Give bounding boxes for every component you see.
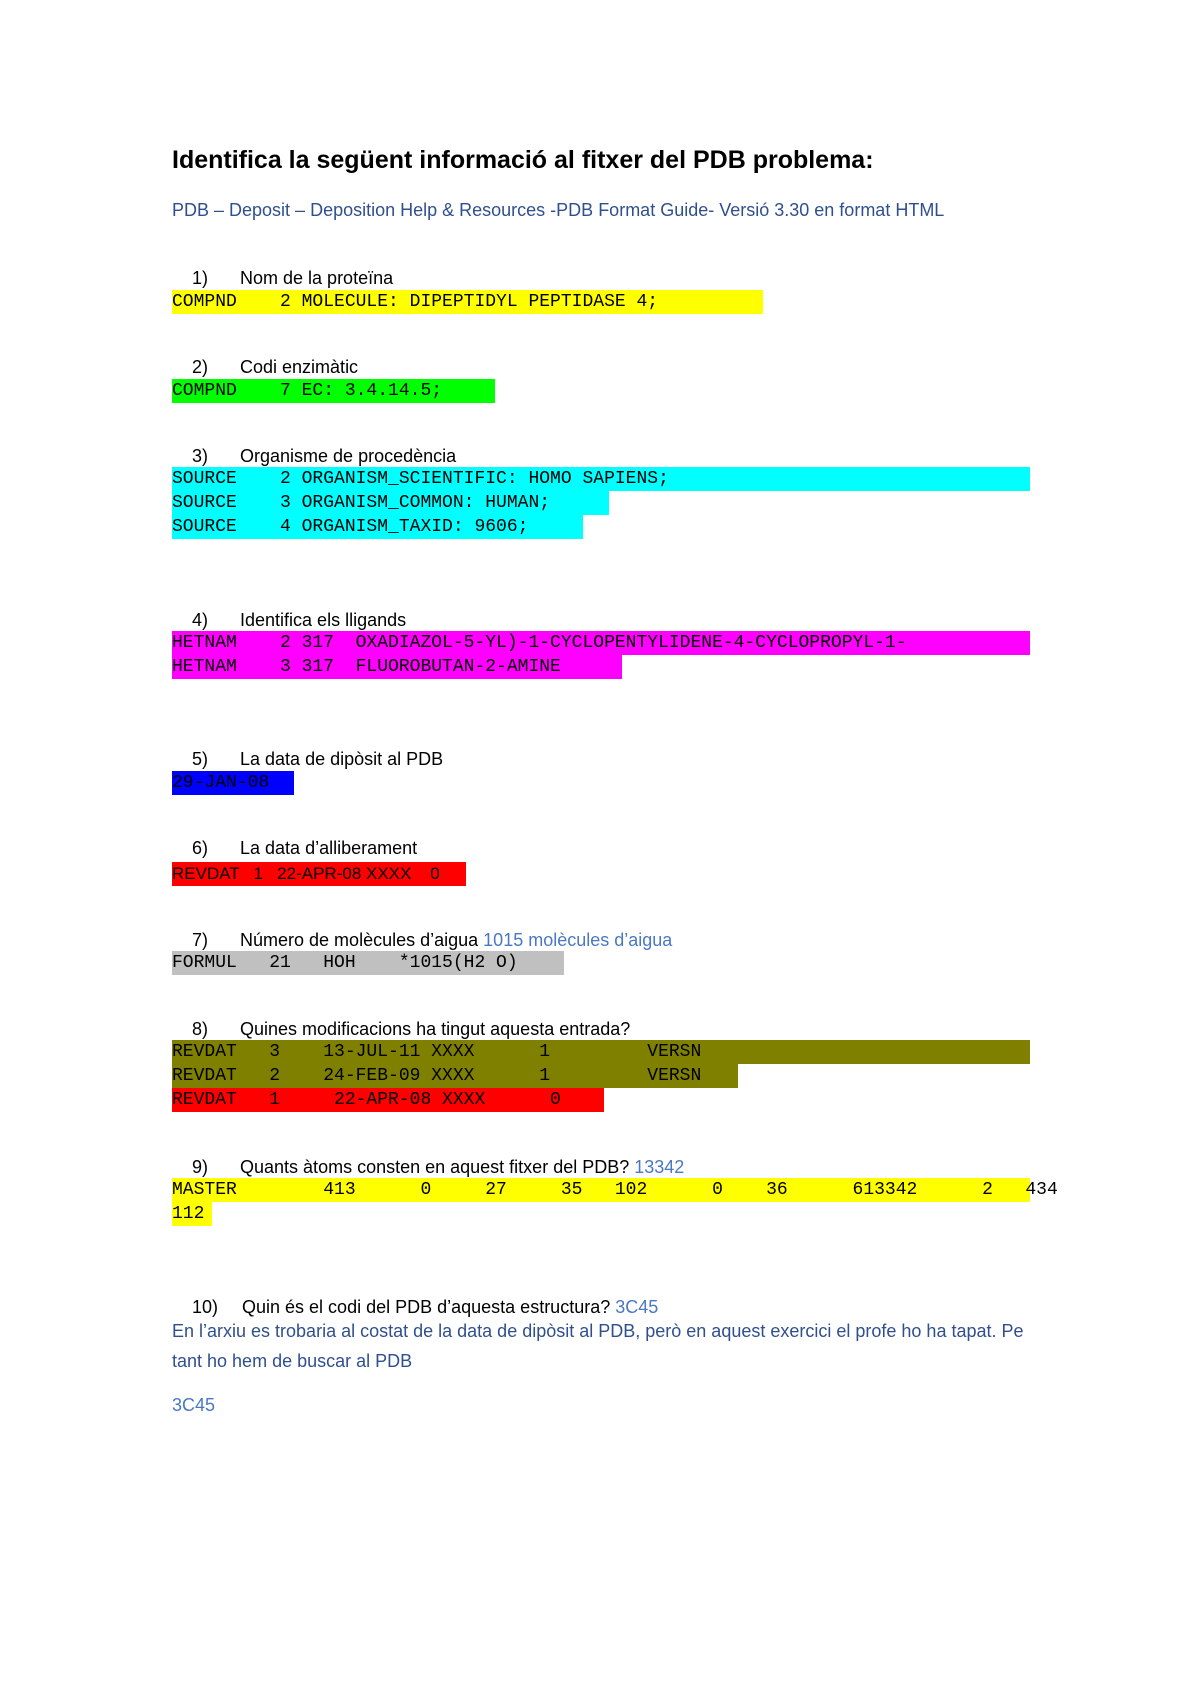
record-master-line: MASTER 413 0 27 35 102 0 36 613342 2 434 <box>172 1180 1058 1200</box>
question-number: 3) <box>192 446 209 466</box>
record-revdat-line: REVDAT 1 22-APR-08 XXXX 0 <box>172 1088 604 1112</box>
record-hetnam-line: HETNAM 3 317 FLUOROBUTAN-2-AMINE <box>172 655 622 679</box>
subtitle-reference: PDB – Deposit – Deposition Help & Resources -PDB Format Guide- Versió 3.30 en format HTML <box>172 200 945 220</box>
question-text: Número de molècules d’aigua <box>240 930 479 950</box>
question-number: 2) <box>192 357 209 377</box>
question-number: 4) <box>192 610 209 630</box>
question-number: 7) <box>192 930 209 950</box>
question-text: Nom de la proteïna <box>240 268 394 288</box>
record-master-line: 112 <box>172 1202 212 1226</box>
record-hetnam-line: HETNAM 2 317 OXADIAZOL-5-YL)-1-CYCLOPENTYLIDENE-4-CYCLOPROPYL-1- <box>172 631 1030 655</box>
question-number: 9) <box>192 1157 209 1177</box>
record-revdat-line: REVDAT 3 13-JUL-11 XXXX 1 VERSN <box>172 1040 1030 1064</box>
question-text: Quin és el codi del PDB d’aquesta estructura? <box>242 1297 611 1317</box>
record-source-line: SOURCE 2 ORGANISM_SCIENTIFIC: HOMO SAPIENS; <box>172 467 1030 491</box>
question-number: 1) <box>192 268 209 288</box>
question-text: Quines modificacions ha tingut aquesta entrada? <box>240 1019 631 1039</box>
question-text: La data de dipòsit al PDB <box>240 749 444 769</box>
question-text: Organisme de procedència <box>240 446 457 466</box>
page-title: Identifica la següent informació al fitxer del PDB problema: <box>172 146 874 174</box>
question-number: 5) <box>192 749 209 769</box>
record-source-line: SOURCE 3 ORGANISM_COMMON: HUMAN; <box>172 491 609 515</box>
question-number: 6) <box>192 838 209 858</box>
question-text: Identifica els lligands <box>240 610 407 630</box>
question-text: Quants àtoms consten en aquest fitxer del PDB? <box>240 1157 630 1177</box>
record-revdat-line: REVDAT 2 24-FEB-09 XXXX 1 VERSN <box>172 1064 738 1088</box>
question-answer: 1015 molècules d’aigua <box>483 930 673 950</box>
record-compnd-ec: COMPND 7 EC: 3.4.14.5; <box>172 379 495 403</box>
conclusion-code: 3C45 <box>172 1395 216 1415</box>
record-compnd-molecule: COMPND 2 MOLECULE: DIPEPTIDYL PEPTIDASE 4; <box>172 290 763 314</box>
question-answer: 3C45 <box>615 1297 659 1317</box>
question-text: La data d’alliberament <box>240 838 418 858</box>
question-answer: 13342 <box>634 1157 685 1177</box>
question-number: 10) <box>192 1297 219 1317</box>
conclusion-paragraph: En l’arxiu es trobaria al costat de la data de dipòsit al PDB, però en aquest exercici el profe ho ha tapat. Pe tant ho hem de buscar al PDB <box>172 1321 1024 1371</box>
question-text: Codi enzimàtic <box>240 357 359 377</box>
record-deposit-date: 29-JAN-08 <box>172 771 294 795</box>
question-number: 8) <box>192 1019 209 1039</box>
record-source-line: SOURCE 4 ORGANISM_TAXID: 9606; <box>172 515 583 539</box>
record-release-line: REVDAT 1 22-APR-08 XXXX 0 <box>172 862 466 886</box>
record-formul-line: FORMUL 21 HOH *1015(H2 O) <box>172 951 564 975</box>
